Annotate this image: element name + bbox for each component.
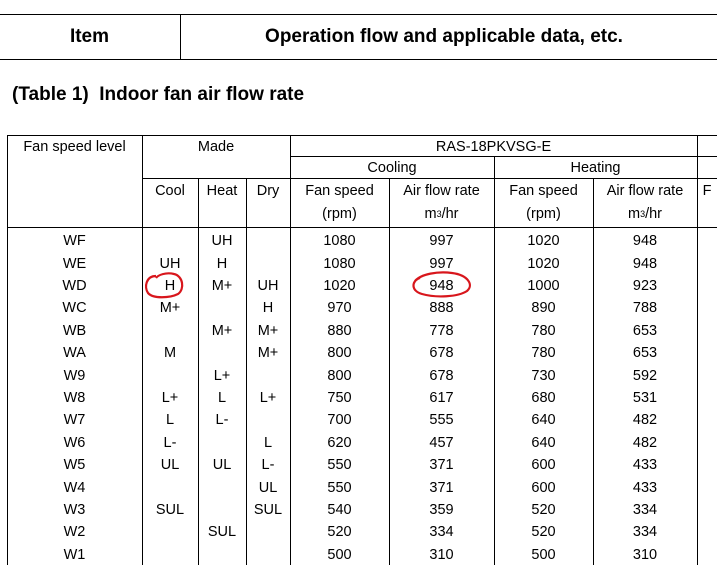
row-level: W8: [63, 389, 86, 406]
fan-air-flow-table: [7, 135, 717, 565]
row-cooling-fan-speed: 1080: [323, 255, 356, 272]
row-heating-fan-speed: 780: [531, 322, 556, 339]
row-heating-fan-speed: 1020: [527, 233, 560, 250]
row-cooling-air-flow: 617: [429, 389, 454, 406]
made-subheader-line: [142, 178, 290, 179]
row-cooling-air-flow: 678: [429, 345, 454, 362]
row-cool-mode: M: [163, 345, 177, 362]
row-dry-mode: [246, 364, 290, 386]
row-heating-air-flow: 948: [632, 233, 658, 250]
row-heating-fan-speed: 1000: [527, 277, 560, 294]
row-heating-fan-speed: 600: [531, 457, 556, 474]
row-dry-mode: SUL: [253, 501, 283, 518]
row-heat-mode: M+: [211, 277, 233, 294]
row-heating-air-flow: 334: [632, 524, 658, 541]
row-heat-mode: M+: [211, 322, 233, 339]
row-heat-mode: L: [217, 389, 227, 406]
row-cooling-fan-speed: 550: [327, 457, 352, 474]
row-cooling-fan-speed: 800: [327, 367, 352, 384]
row-heat-mode: [198, 476, 246, 498]
row-level: WC: [62, 300, 87, 317]
header-made: Made: [197, 139, 235, 155]
row-heat-mode: [198, 544, 246, 566]
row-cool-mode: [142, 476, 198, 498]
header-partial-next: F: [702, 183, 712, 199]
row-level: WD: [62, 277, 87, 294]
row-cooling-fan-speed: 800: [327, 345, 352, 362]
row-heat-mode: UH: [211, 233, 233, 250]
row-heating-fan-speed: 600: [531, 479, 556, 496]
unit-flow-heating: m 3 /hr: [627, 206, 663, 222]
row-cooling-air-flow: 371: [429, 457, 454, 474]
row-heating-fan-speed: 500: [531, 546, 556, 563]
row-cool-mode: L+: [161, 389, 179, 406]
header-cool: Cool: [155, 183, 185, 199]
row-level: W4: [63, 479, 86, 496]
row-heat-mode: H: [216, 255, 228, 272]
row-cool-mode: [142, 230, 198, 252]
row-heating-air-flow: 788: [632, 300, 658, 317]
row-dry-mode: UH: [257, 277, 279, 294]
row-dry-mode: L+: [259, 389, 277, 406]
header-air-flow-heating: Air flow rate: [606, 183, 684, 199]
row-cool-mode: M+: [159, 300, 181, 317]
row-cooling-air-flow: 778: [429, 322, 454, 339]
row-level: W9: [63, 367, 86, 384]
row-cooling-air-flow: 371: [429, 479, 454, 496]
row-heating-air-flow: 948: [632, 255, 658, 272]
row-heat-mode: [198, 499, 246, 521]
row-cooling-fan-speed: 1080: [323, 233, 356, 250]
row-cool-mode: L: [165, 412, 175, 429]
row-level: W6: [63, 434, 86, 451]
row-cooling-fan-speed: 880: [327, 322, 352, 339]
row-level: W7: [63, 412, 86, 429]
operation-header-label: Operation flow and applicable data, etc.: [265, 26, 623, 47]
row-dry-mode: [246, 230, 290, 252]
header-model: RAS-18PKVSG-E: [435, 138, 552, 155]
row-cooling-air-flow: 359: [429, 501, 454, 518]
row-heating-air-flow: 334: [632, 501, 658, 518]
row-heat-mode: [198, 342, 246, 364]
row-dry-mode: M+: [257, 322, 279, 339]
row-level: W2: [63, 524, 86, 541]
row-heating-air-flow: 531: [632, 389, 658, 406]
row-dry-mode: [246, 521, 290, 543]
row-cooling-air-flow: 948: [429, 277, 454, 294]
header-bottom-line-left: [7, 227, 142, 228]
row-cooling-air-flow: 997: [429, 255, 454, 272]
item-header-box: [0, 14, 717, 60]
row-heating-air-flow: 482: [632, 412, 658, 429]
row-level: W5: [63, 457, 86, 474]
row-cooling-fan-speed: 1020: [323, 277, 356, 294]
row-heating-fan-speed: 780: [531, 345, 556, 362]
header-fan-speed-cooling: Fan speed: [305, 183, 374, 199]
row-heating-air-flow: 433: [632, 457, 658, 474]
row-heating-fan-speed: 640: [531, 412, 556, 429]
row-cooling-fan-speed: 970: [327, 300, 352, 317]
row-level: WF: [63, 233, 86, 250]
row-cooling-fan-speed: 620: [327, 434, 352, 451]
row-heat-mode: SUL: [207, 524, 237, 541]
row-dry-mode: [246, 252, 290, 274]
row-cooling-air-flow: 997: [429, 233, 454, 250]
row-cool-mode: SUL: [155, 501, 185, 518]
header-dry: Dry: [256, 183, 280, 199]
row-dry-mode: M+: [257, 345, 279, 362]
row-heat-mode: L-: [215, 412, 229, 429]
row-heat-mode: [198, 297, 246, 319]
row-heating-air-flow: 592: [632, 367, 658, 384]
header-air-flow-cooling: Air flow rate: [403, 183, 480, 199]
row-cooling-air-flow: 678: [429, 367, 454, 384]
row-cooling-fan-speed: 540: [327, 501, 352, 518]
row-heating-fan-speed: 520: [531, 524, 556, 541]
unit-rpm-heating: (rpm): [526, 206, 561, 222]
row-heating-fan-speed: 640: [531, 434, 556, 451]
row-cooling-fan-speed: 500: [327, 546, 352, 563]
row-heating-air-flow: 310: [632, 546, 658, 563]
row-heating-air-flow: 653: [632, 322, 658, 339]
row-heat-mode: UL: [212, 457, 232, 474]
row-heating-fan-speed: 680: [531, 389, 556, 406]
row-level: WE: [62, 255, 87, 272]
row-heating-air-flow: 653: [632, 345, 658, 362]
row-heating-air-flow: 923: [632, 277, 658, 294]
row-heating-air-flow: 433: [632, 479, 658, 496]
row-heating-fan-speed: 890: [531, 300, 556, 317]
row-heat-mode: L+: [213, 367, 231, 384]
row-heating-fan-speed: 730: [531, 367, 556, 384]
row-cool-mode: H: [164, 277, 176, 294]
header-fan-speed-level: Fan speed level: [23, 139, 126, 155]
row-dry-mode: [246, 409, 290, 431]
row-dry-mode: UL: [258, 479, 278, 496]
header-cooling: Cooling: [367, 160, 417, 176]
header-heat: Heat: [206, 183, 238, 199]
row-heating-fan-speed: 520: [531, 501, 556, 518]
row-cool-mode: UH: [159, 255, 181, 272]
row-level: W1: [63, 546, 86, 563]
row-cooling-air-flow: 555: [429, 412, 454, 429]
row-level: W3: [63, 501, 86, 518]
row-dry-mode: H: [262, 300, 274, 317]
row-level: WB: [62, 322, 87, 339]
row-cooling-air-flow: 310: [429, 546, 454, 563]
row-cool-mode: UL: [160, 457, 180, 474]
row-cool-mode: [142, 320, 198, 342]
row-cooling-fan-speed: 550: [327, 479, 352, 496]
table-title: (Table 1) Indoor fan air flow rate: [12, 84, 305, 105]
row-cooling-air-flow: 888: [429, 300, 454, 317]
row-dry-mode: [246, 544, 290, 566]
unit-rpm-cooling: (rpm): [322, 206, 357, 222]
row-cooling-air-flow: 457: [429, 434, 454, 451]
header-fan-speed-heating: Fan speed: [509, 183, 578, 199]
header-heating: Heating: [570, 160, 621, 176]
row-cooling-air-flow: 334: [429, 524, 454, 541]
row-dry-mode: L-: [261, 457, 275, 474]
row-cool-mode: [142, 521, 198, 543]
unit-flow-cooling: m 3 /hr: [424, 206, 459, 222]
row-cooling-fan-speed: 700: [327, 412, 352, 429]
row-cool-mode: L-: [163, 434, 177, 451]
row-cooling-fan-speed: 750: [327, 389, 352, 406]
row-heating-fan-speed: 1020: [527, 255, 560, 272]
row-cool-mode: [142, 544, 198, 566]
row-dry-mode: L: [263, 434, 273, 451]
row-heating-air-flow: 482: [632, 434, 658, 451]
header-bottom-line: [142, 227, 717, 228]
row-cool-mode: [142, 364, 198, 386]
row-heat-mode: [198, 432, 246, 454]
row-level: WA: [63, 345, 86, 362]
row-cooling-fan-speed: 520: [327, 524, 352, 541]
item-header-label: Item: [69, 26, 110, 47]
